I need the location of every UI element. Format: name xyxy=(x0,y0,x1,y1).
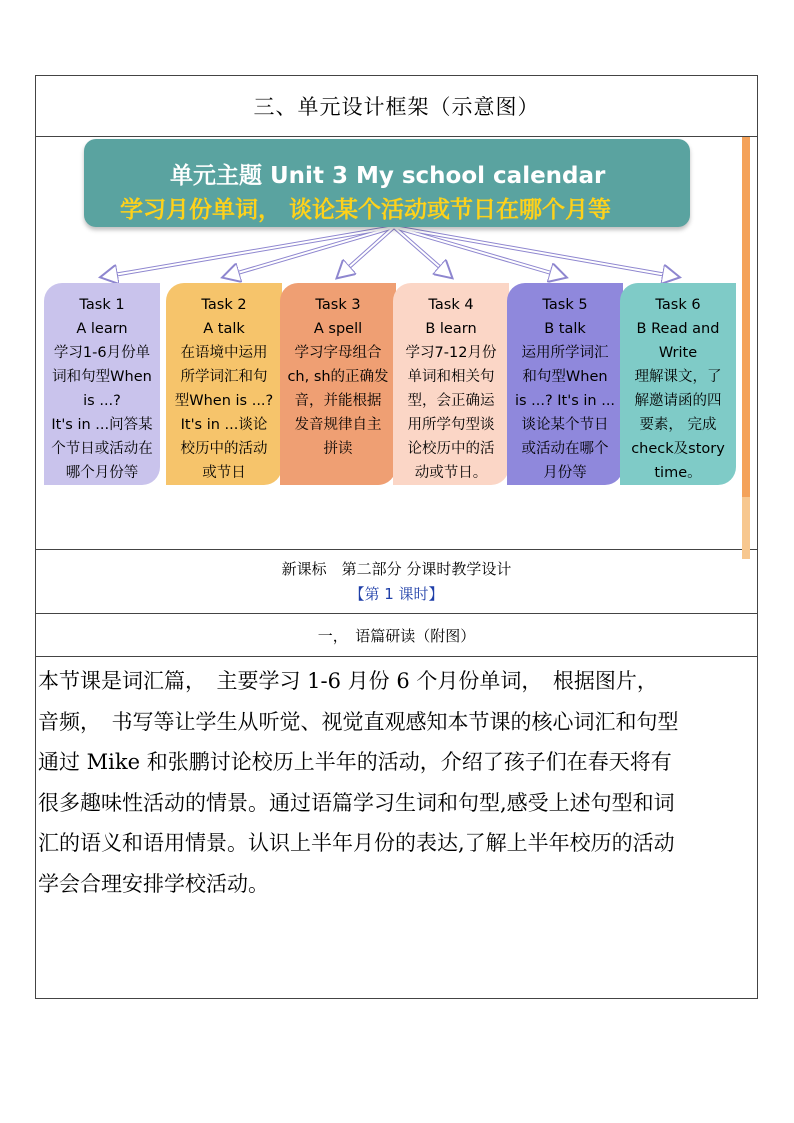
task-card-line: is ...? xyxy=(83,393,121,409)
task-card-line: 个节日或活动在 xyxy=(51,441,153,457)
task-card-1 xyxy=(44,283,160,485)
task-card-line: 谈论某个节日 xyxy=(521,417,609,433)
paragraph-line: 学会合理安排学校活动。 xyxy=(38,871,269,896)
task-card-line: Write xyxy=(658,345,698,361)
task-card-line: 单词和相关句 xyxy=(407,369,495,385)
diagram-row xyxy=(36,137,757,550)
task-card-line: A spell xyxy=(313,321,363,337)
task-card-line: is ...? It's in ... xyxy=(514,393,616,409)
task-card-line: 用所学句型谈 xyxy=(407,417,495,433)
task-card-line: 或节日 xyxy=(202,465,246,481)
paragraph-line: 通过 Mike 和张鹏讨论校历上半年的活动，介绍了孩子们在春天将有 xyxy=(38,750,672,774)
task-card-line: 要素， 完成 xyxy=(639,417,717,433)
task-card-line: 动或节日。 xyxy=(414,465,488,481)
task-card-line: It's in ...谈论 xyxy=(180,417,268,433)
task-card-line: A talk xyxy=(203,321,245,337)
text-study-title: 一， 语篇研读（附图） xyxy=(317,626,476,645)
paragraph-line: 本节课是词汇篇， 主要学习 1-6 月份 6 个月份单词， 根据图片， xyxy=(38,669,658,693)
task-card-line: 发音规律自主 xyxy=(294,417,382,433)
task-card-line: 学习1-6月份单 xyxy=(53,345,151,361)
section-title: 三、单元设计框架（示意图） xyxy=(253,95,540,119)
task-card-3 xyxy=(280,283,396,485)
task-card-line: 学习字母组合 xyxy=(294,345,382,361)
task-card-line: 学习7-12月份 xyxy=(405,345,497,361)
task-card-line: Task 5 xyxy=(542,297,588,313)
task-card-line: time。 xyxy=(654,465,702,481)
section-title-row xyxy=(36,76,757,137)
task-card-line: 论校历中的活 xyxy=(407,441,495,457)
task-card-line: 和句型When xyxy=(522,369,608,385)
task-card-line: 理解课文，了 xyxy=(634,369,722,385)
paragraph-line: 汇的语义和语用情景。认识上半年月份的表达,了解上半年校历的活动 xyxy=(38,831,675,855)
document-table xyxy=(35,75,758,999)
paragraph-line: 音频， 书写等让学生从听觉、视觉直观感知本节课的核心词汇和句型 xyxy=(38,709,679,734)
task-card-2 xyxy=(166,283,282,485)
task-card-line: 或活动在哪个 xyxy=(521,441,609,457)
task-card-line: 音，并能根据 xyxy=(294,393,382,409)
task-card-line: Task 6 xyxy=(655,297,701,313)
task-card-4 xyxy=(393,283,509,485)
lesson-header-row xyxy=(36,550,757,614)
task-card-line: 哪个月份等 xyxy=(65,465,139,481)
task-card-5 xyxy=(507,283,623,485)
task-card-line: 型When is ...? xyxy=(174,393,274,409)
task-card-line: Task 1 xyxy=(79,297,125,313)
task-card-line: Task 4 xyxy=(428,297,474,313)
paragraph-line: 很多趣味性活动的情景。通过语篇学习生词和句型,感受上述句型和词 xyxy=(38,790,675,815)
task-card-line: Task 3 xyxy=(315,297,361,313)
lesson-paragraph xyxy=(38,661,755,904)
task-card-line: 运用所学词汇 xyxy=(521,345,609,361)
task-card-line: 校历中的活动 xyxy=(180,441,268,457)
task-card-line: 所学词汇和句 xyxy=(180,369,268,385)
text-study-row xyxy=(36,614,757,657)
unit-theme-title: 单元主题 Unit 3 My school calendar xyxy=(170,163,606,189)
task-card-6 xyxy=(620,283,736,485)
task-card-line: 词和句型When xyxy=(52,369,152,385)
task-card-line: 拼读 xyxy=(323,441,353,457)
task-card-line: B talk xyxy=(544,321,586,337)
task-card-line: B learn xyxy=(425,321,477,337)
task-card-line: 月份等 xyxy=(543,465,587,481)
unit-theme-banner xyxy=(84,139,690,227)
unit-design-diagram xyxy=(38,137,748,559)
task-card-line: 型，会正确运 xyxy=(407,393,495,409)
task-card-line: check及story xyxy=(631,441,725,457)
task-card-line: Task 2 xyxy=(201,297,247,313)
lesson-period: 【第 1 课时】 xyxy=(349,585,444,603)
task-card-line: 解邀请函的四 xyxy=(634,393,722,409)
task-card-line: It's in ...问答某 xyxy=(51,417,153,433)
unit-theme-subtitle: 学习月份单词， 谈论某个活动或节日在哪个月等 xyxy=(120,197,612,223)
task-card-line: 在语境中运用 xyxy=(180,345,268,361)
paragraph-row xyxy=(36,657,757,998)
task-card-line: ch, sh的正确发 xyxy=(287,369,389,385)
task-card-line: A learn xyxy=(76,321,128,337)
task-card-line: B Read and xyxy=(636,321,720,337)
lesson-part-title: 新课标 第二部分 分课时教学设计 xyxy=(281,560,512,578)
